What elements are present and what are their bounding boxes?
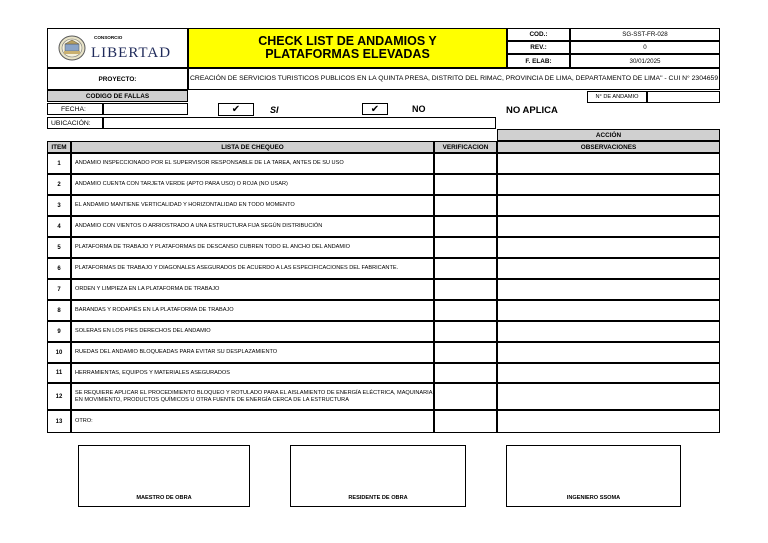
row-checklist-text: OTRO: — [71, 410, 434, 433]
fecha-label: FECHA: — [47, 103, 103, 115]
row-item-number: 4 — [47, 216, 71, 237]
row-observaciones-cell[interactable] — [497, 363, 720, 383]
col-observaciones-header: OBSERVACIONES — [497, 141, 720, 153]
row-observaciones-cell[interactable] — [497, 300, 720, 321]
row-verificacion-cell[interactable] — [434, 237, 497, 258]
row-item-number: 9 — [47, 321, 71, 342]
row-verificacion-cell[interactable] — [434, 174, 497, 195]
cod-label: COD.: — [507, 28, 570, 41]
row-item-number: 7 — [47, 279, 71, 300]
row-checklist-text: HERRAMIENTAS, EQUIPOS Y MATERIALES ASEGURADOS — [71, 363, 434, 383]
row-checklist-text: RUEDAS DEL ANDAMIO BLOQUEADAS PARA EVITAR SU DESPLAZAMIENTO — [71, 342, 434, 363]
no-label: NO — [412, 104, 426, 114]
ubicacion-label: UBICACIÓN: — [47, 117, 103, 129]
andamio-label: N° DE ANDAMIO — [587, 91, 647, 103]
row-checklist-text: PLATAFORMA DE TRABAJO Y PLATAFORMAS DE DESCANSO CUBREN TODO EL ANCHO DEL ANDAMIO — [71, 237, 434, 258]
signature-label-residente: RESIDENTE DE OBRA — [348, 494, 408, 501]
row-observaciones-cell[interactable] — [497, 174, 720, 195]
logo-emblem-icon — [58, 35, 86, 61]
fecha-field[interactable] — [103, 103, 188, 115]
ubicacion-field[interactable] — [103, 117, 496, 129]
row-item-number: 8 — [47, 300, 71, 321]
row-verificacion-cell[interactable] — [434, 321, 497, 342]
signature-label-ssoma: INGENIERO SSOMA — [566, 494, 621, 501]
row-item-number: 1 — [47, 153, 71, 174]
row-item-number: 2 — [47, 174, 71, 195]
signature-label-maestro: MAESTRO DE OBRA — [136, 494, 192, 501]
row-verificacion-cell[interactable] — [434, 153, 497, 174]
row-item-number: 3 — [47, 195, 71, 216]
noaplica-label: NO APLICA — [506, 104, 558, 116]
row-observaciones-cell[interactable] — [497, 321, 720, 342]
row-checklist-text: ANDAMIO INSPECCIONADO POR EL SUPERVISOR RESPONSABLE DE LA TAREA, ANTES DE SU USO — [71, 153, 434, 174]
proyecto-value: CREACIÓN DE SERVICIOS TURISTICOS PUBLICOS EN LA QUINTA PRESA, DISTRITO DEL RIMAC, PROVINCIA DE LIMA, DEPARTAMENTO DE LIMA" - CUI N° 2304659 — [188, 68, 720, 90]
row-item-number: 11 — [47, 363, 71, 383]
si-label: SI — [270, 104, 279, 115]
andamio-field[interactable] — [647, 91, 720, 103]
si-checkbox[interactable]: ✔ — [218, 103, 254, 116]
col-item-header: ITEM — [47, 141, 71, 153]
row-checklist-text: ORDEN Y LIMPIEZA EN LA PLATAFORMA DE TRABAJO — [71, 279, 434, 300]
no-checkbox[interactable]: ✔ — [362, 103, 388, 115]
row-verificacion-cell[interactable] — [434, 383, 497, 410]
rev-label: REV.: — [507, 41, 570, 54]
row-observaciones-cell[interactable] — [497, 279, 720, 300]
col-lista-header: LISTA DE CHEQUEO — [71, 141, 434, 153]
row-verificacion-cell[interactable] — [434, 363, 497, 383]
cod-value: SG-SST-FR-028 — [570, 28, 720, 41]
row-item-number: 6 — [47, 258, 71, 279]
row-observaciones-cell[interactable] — [497, 195, 720, 216]
row-verificacion-cell[interactable] — [434, 216, 497, 237]
row-checklist-text: BARANDAS Y RODAPIÉS EN LA PLATAFORMA DE TRABAJO — [71, 300, 434, 321]
row-verificacion-cell[interactable] — [434, 258, 497, 279]
row-observaciones-cell[interactable] — [497, 258, 720, 279]
row-verificacion-cell[interactable] — [434, 195, 497, 216]
felab-label: F. ELAB: — [507, 54, 570, 68]
row-verificacion-cell[interactable] — [434, 342, 497, 363]
row-checklist-text: ANDAMIO CUENTA CON TARJETA VERDE (APTO PARA USO) O ROJA (NO USAR) — [71, 174, 434, 195]
row-checklist-text: SE REQUIERE APLICAR EL PROCEDIMIENTO BLOQUEO Y ROTULADO PARA EL AISLAMIENTO DE ENERGÍA ELÉCTRICA, MAQUINARIA EN MOVIMIENTO, PRODUCTOS QUÍMICOS U OTRA FUENTE DE ENERGÍA CERCA DE LA ESTRUCTURA — [71, 383, 434, 410]
row-item-number: 5 — [47, 237, 71, 258]
logo-small-text: CONSORCIO — [94, 35, 123, 40]
row-item-number: 13 — [47, 410, 71, 433]
proyecto-label: PROYECTO: — [47, 68, 188, 90]
row-observaciones-cell[interactable] — [497, 410, 720, 433]
rev-value: 0 — [570, 41, 720, 54]
accion-label: ACCIÓN — [497, 129, 720, 141]
row-observaciones-cell[interactable] — [497, 216, 720, 237]
felab-value: 30/01/2025 — [570, 54, 720, 68]
row-observaciones-cell[interactable] — [497, 383, 720, 410]
logo-big-text: LIBERTAD — [91, 45, 172, 61]
row-verificacion-cell[interactable] — [434, 300, 497, 321]
row-verificacion-cell[interactable] — [434, 279, 497, 300]
codigo-fallas-label: CODIGO DE FALLAS — [47, 90, 188, 102]
row-observaciones-cell[interactable] — [497, 153, 720, 174]
row-checklist-text: PLATAFORMAS DE TRABAJO Y DIAGONALES ASEGURADOS DE ACUERDO A LAS ESPECIFICACIONES DEL FABRICANTE. — [71, 258, 434, 279]
col-verificacion-header: VERIFICACION — [434, 141, 497, 153]
row-item-number: 10 — [47, 342, 71, 363]
row-observaciones-cell[interactable] — [497, 237, 720, 258]
row-observaciones-cell[interactable] — [497, 342, 720, 363]
document-title: CHECK LIST DE ANDAMIOS Y PLATAFORMAS ELEVADAS — [188, 28, 507, 68]
row-checklist-text: ANDAMIO CON VIENTOS O ARRIOSTRADO A UNA ESTRUCTURA FIJA SEGÚN DISTRIBUCIÓN — [71, 216, 434, 237]
row-item-number: 12 — [47, 383, 71, 410]
row-checklist-text: EL ANDAMIO MANTIENE VERTICALIDAD Y HORIZONTALIDAD EN TODO MOMENTO — [71, 195, 434, 216]
row-checklist-text: SOLERAS EN LOS PIES DERECHOS DEL ANDAMIO — [71, 321, 434, 342]
row-verificacion-cell[interactable] — [434, 410, 497, 433]
